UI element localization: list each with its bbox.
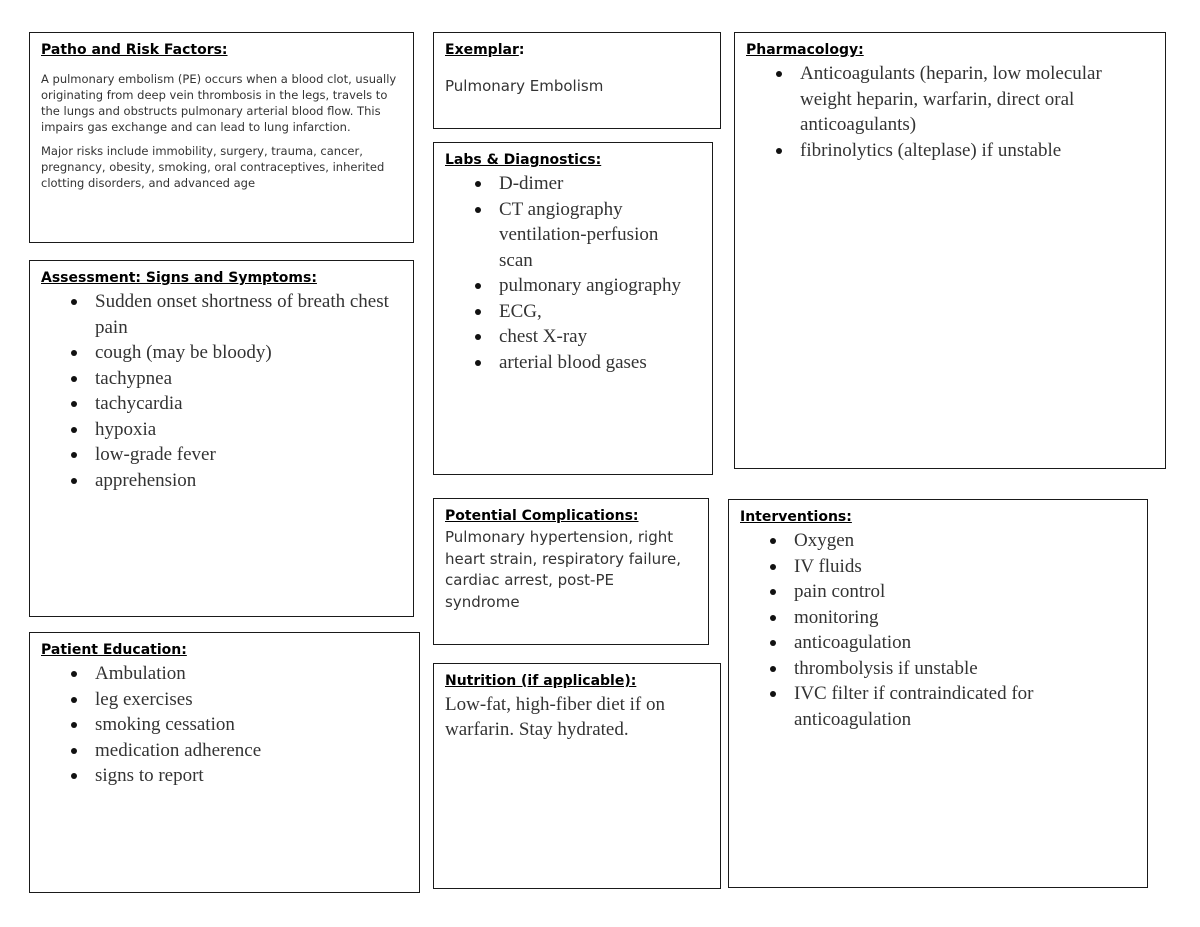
complications-box xyxy=(433,498,709,645)
nutrition-text: Low-fat, high-fiber diet if on warfarin. Stay hydrated. xyxy=(445,694,666,740)
list-item: Sudden onset shortness of breath chest pain xyxy=(41,289,403,340)
exemplar-value: Pulmonary Embolism xyxy=(445,77,604,95)
list-item: anticoagulation xyxy=(740,630,1137,656)
list-item: low-grade fever xyxy=(41,442,403,468)
list-item: Oxygen xyxy=(740,528,1137,554)
list-item: hypoxia xyxy=(41,417,403,443)
assessment-box xyxy=(29,260,414,617)
pharmacology-title: Pharmacology: xyxy=(746,42,864,58)
education-list xyxy=(41,661,409,789)
list-item: fibrinolytics (alteplase) if unstable xyxy=(746,138,1155,164)
list-item: leg exercises xyxy=(41,687,409,713)
labs-box xyxy=(433,142,713,475)
pharmacology-list xyxy=(746,61,1155,163)
list-item: apprehension xyxy=(41,468,403,494)
list-item: IV fluids xyxy=(740,554,1137,580)
patho-risk-box xyxy=(29,32,414,243)
patho-title: Patho and Risk Factors: xyxy=(41,42,228,58)
list-item: thrombolysis if unstable xyxy=(740,656,1137,682)
nutrition-box xyxy=(433,663,721,889)
list-item: arterial blood gases xyxy=(445,350,696,376)
list-item: cough (may be bloody) xyxy=(41,340,403,366)
education-box xyxy=(29,632,420,893)
assessment-list xyxy=(41,289,403,493)
list-item: smoking cessation xyxy=(41,712,409,738)
exemplar-box xyxy=(433,32,721,129)
list-item: signs to report xyxy=(41,763,409,789)
list-item: tachypnea xyxy=(41,366,403,392)
list-item: Anticoagulants (heparin, low molecular weight heparin, warfarin, direct oral anticoagulants) xyxy=(746,61,1155,138)
interventions-box xyxy=(728,499,1148,888)
interventions-title: Interventions: xyxy=(740,509,852,525)
list-item: chest X-ray xyxy=(445,324,696,350)
complications-title: Potential Complications: xyxy=(445,508,639,524)
education-title: Patient Education: xyxy=(41,642,187,658)
list-item: pain control xyxy=(740,579,1137,605)
complications-text: Pulmonary hypertension, right heart strain, respiratory failure, cardiac arrest, post-PE syndrome xyxy=(445,528,681,611)
list-item: pulmonary angiography xyxy=(445,273,696,299)
list-item: tachycardia xyxy=(41,391,403,417)
list-item: IVC filter if contraindicated for anticoagulation xyxy=(740,681,1137,732)
exemplar-title-row xyxy=(445,41,710,59)
patho-paragraph: A pulmonary embolism (PE) occurs when a blood clot, usually originating from deep vein thrombosis in the legs, travels to the lungs and obstructs pulmonary arterial blood flow. This impairs gas exchange and can lead to lung infarction. xyxy=(41,72,397,134)
labs-list xyxy=(445,171,696,375)
exemplar-title: Exemplar xyxy=(445,42,519,58)
list-item: medication adherence xyxy=(41,738,409,764)
list-item: CT angiography ventilation-perfusion scan xyxy=(445,197,696,274)
list-item: ECG, xyxy=(445,299,696,325)
exemplar-colon: : xyxy=(518,42,525,58)
nutrition-title: Nutrition (if applicable): xyxy=(445,673,637,689)
interventions-list xyxy=(740,528,1137,732)
labs-title: Labs & Diagnostics: xyxy=(445,152,602,168)
risk-paragraph: Major risks include immobility, surgery, trauma, cancer, pregnancy, obesity, smoking, oral contraceptives, inherited clotting disorders, and advanced age xyxy=(41,144,385,190)
list-item: D-dimer xyxy=(445,171,696,197)
pharmacology-box xyxy=(734,32,1166,469)
list-item: Ambulation xyxy=(41,661,409,687)
list-item: monitoring xyxy=(740,605,1137,631)
assessment-title: Assessment: Signs and Symptoms: xyxy=(41,270,317,286)
